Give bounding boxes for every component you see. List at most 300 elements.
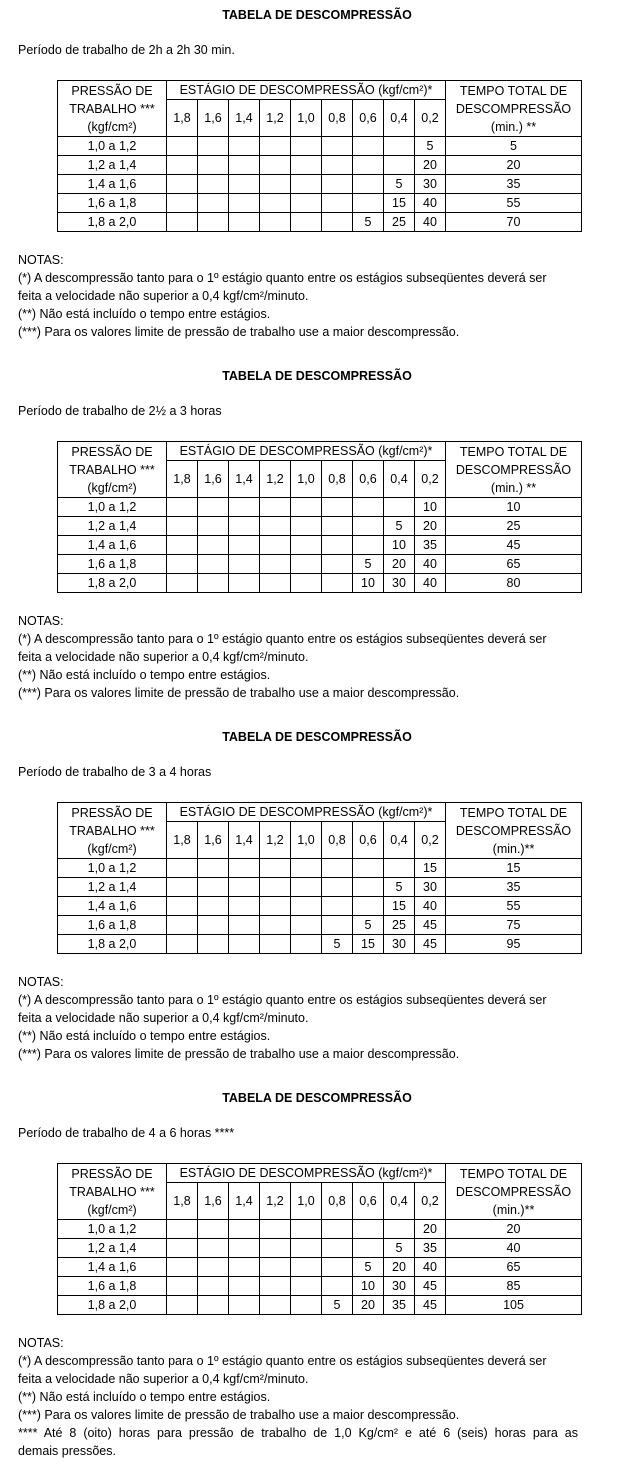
- stage-cell: [353, 156, 384, 175]
- total-header: [446, 81, 582, 137]
- stage-cell: [260, 574, 291, 593]
- stage-cell: [260, 194, 291, 213]
- stage-cell: [198, 935, 229, 954]
- stage-value-header: 1,6: [198, 461, 229, 498]
- stage-cell: [322, 194, 353, 213]
- stage-cell: [291, 137, 322, 156]
- stage-cell: [229, 859, 260, 878]
- table-title: TABELA DE DESCOMPRESSÃO: [222, 730, 412, 744]
- stage-value-header: 1,8: [167, 100, 198, 137]
- pressure-cell: 1,8 a 2,0: [58, 213, 167, 232]
- stage-cell: [260, 878, 291, 897]
- stage-cell: [291, 156, 322, 175]
- stage-value-header: 1,8: [167, 822, 198, 859]
- stage-value-header: 0,4: [384, 822, 415, 859]
- note-1: (*) A descompressão tanto para o 1º estágio quanto entre os estágios subseqüentes deverá ser: [18, 993, 547, 1007]
- stage-cell: [167, 1277, 198, 1296]
- stage-cell: [229, 536, 260, 555]
- pressure-header-line: TRABALHO ***: [69, 823, 155, 838]
- stage-cell: 30: [384, 574, 415, 593]
- total-cell: 35: [446, 175, 582, 194]
- stage-cell: [167, 137, 198, 156]
- stage-cell: 30: [415, 878, 446, 897]
- table-row: [58, 498, 582, 517]
- note-3: (***) Para os valores limite de pressão de trabalho use a maior descompressão.: [18, 686, 460, 700]
- stage-cell: 20: [415, 156, 446, 175]
- stage-cell: [322, 1258, 353, 1277]
- stage-cell: [198, 555, 229, 574]
- stage-cell: [322, 175, 353, 194]
- stage-cell: 30: [384, 935, 415, 954]
- pressure-header-line: (kgf/cm²): [87, 480, 137, 495]
- stage-cell: [353, 498, 384, 517]
- header-row: [58, 803, 582, 822]
- stage-cell: [229, 156, 260, 175]
- note-1-cont: feita a velocidade não superior a 0,4 kgf/cm²/minuto.: [18, 1011, 309, 1025]
- total-header-line: DESCOMPRESSÃO: [455, 101, 572, 116]
- table-row: [58, 935, 582, 954]
- stage-cell: [167, 194, 198, 213]
- pressure-header: [58, 1164, 167, 1220]
- stage-value-header: 1,2: [260, 822, 291, 859]
- stage-value-header: 1,2: [260, 1183, 291, 1220]
- stage-cell: [291, 1296, 322, 1315]
- stage-cell: [229, 1239, 260, 1258]
- total-cell: 105: [446, 1296, 582, 1315]
- pressure-cell: 1,6 a 1,8: [58, 194, 167, 213]
- stage-cell: [322, 859, 353, 878]
- stage-cell: [322, 536, 353, 555]
- total-header-line: (min.)**: [492, 1202, 535, 1217]
- work-period: Período de trabalho de 2½ a 3 horas: [18, 404, 222, 418]
- total-cell: 95: [446, 935, 582, 954]
- stage-cell: [322, 517, 353, 536]
- stage-cell: [198, 137, 229, 156]
- stage-cell: [260, 1258, 291, 1277]
- note-3: (***) Para os valores limite de pressão de trabalho use a maior descompressão.: [18, 325, 460, 339]
- table-row: [58, 156, 582, 175]
- stage-cell: [198, 1296, 229, 1315]
- stage-value-header: 1,6: [198, 100, 229, 137]
- table-row: [58, 878, 582, 897]
- stage-cell: 45: [415, 1277, 446, 1296]
- stage-cell: [229, 878, 260, 897]
- stage-cell: 15: [415, 859, 446, 878]
- stage-value-header: 1,4: [229, 100, 260, 137]
- stage-cell: 40: [415, 555, 446, 574]
- total-cell: 5: [446, 137, 582, 156]
- note-1: (*) A descompressão tanto para o 1º estágio quanto entre os estágios subseqüentes deverá ser: [18, 1354, 547, 1368]
- stage-cell: 5: [384, 1239, 415, 1258]
- table-row: [58, 1239, 582, 1258]
- stage-value-header: 0,2: [415, 461, 446, 498]
- total-header-line: TEMPO TOTAL DE: [459, 83, 568, 98]
- header-row: [58, 81, 582, 100]
- total-cell: 15: [446, 859, 582, 878]
- stage-cell: 40: [415, 213, 446, 232]
- stage-value-header: 0,8: [322, 100, 353, 137]
- stage-cell: [322, 916, 353, 935]
- decompression-section: [0, 722, 634, 1082]
- stage-cell: [260, 175, 291, 194]
- work-period: Período de trabalho de 2h a 2h 30 min.: [18, 43, 235, 57]
- total-header-line: DESCOMPRESSÃO: [455, 823, 572, 838]
- stage-cell: [353, 194, 384, 213]
- pressure-header: [58, 803, 167, 859]
- stage-cell: [167, 1258, 198, 1277]
- decompression-table: [57, 441, 582, 593]
- pressure-cell: 1,6 a 1,8: [58, 555, 167, 574]
- stage-cell: 10: [384, 536, 415, 555]
- stage-cell: 45: [415, 935, 446, 954]
- stage-value-header: 1,6: [198, 1183, 229, 1220]
- stage-cell: 5: [353, 555, 384, 574]
- stage-cell: 15: [384, 897, 415, 916]
- stage-cell: [353, 1239, 384, 1258]
- stage-value-header: 1,0: [291, 822, 322, 859]
- note-1: (*) A descompressão tanto para o 1º estágio quanto entre os estágios subseqüentes deverá ser: [18, 271, 547, 285]
- pressure-header-line: (kgf/cm²): [87, 1202, 137, 1217]
- stage-cell: 5: [384, 175, 415, 194]
- table-row: [58, 1296, 582, 1315]
- stage-value-header: 0,2: [415, 822, 446, 859]
- pressure-header: [58, 81, 167, 137]
- stage-value-header: 1,0: [291, 100, 322, 137]
- stage-cell: 20: [384, 555, 415, 574]
- pressure-header-line: PRESSÃO DE: [71, 83, 153, 98]
- stage-cell: [260, 1220, 291, 1239]
- stage-cell: 45: [415, 916, 446, 935]
- stage-cell: 40: [415, 897, 446, 916]
- stage-cell: [229, 498, 260, 517]
- stage-cell: [198, 536, 229, 555]
- stage-cell: [291, 1239, 322, 1258]
- stage-value-header: 0,6: [353, 822, 384, 859]
- table-title: TABELA DE DESCOMPRESSÃO: [222, 8, 412, 22]
- pressure-cell: 1,0 a 1,2: [58, 859, 167, 878]
- note-2: (**) Não está incluído o tempo entre estágios.: [18, 307, 271, 321]
- stage-cell: 40: [415, 194, 446, 213]
- decompression-table: [57, 1163, 582, 1315]
- stage-cell: [260, 859, 291, 878]
- total-cell: 80: [446, 574, 582, 593]
- notes: [18, 251, 618, 341]
- stage-cell: [322, 213, 353, 232]
- stage-cell: [198, 1277, 229, 1296]
- stage-cell: [353, 1220, 384, 1239]
- note-1-cont: feita a velocidade não superior a 0,4 kgf/cm²/minuto.: [18, 289, 309, 303]
- stage-value-header: 0,8: [322, 822, 353, 859]
- work-period: Período de trabalho de 3 a 4 horas: [18, 765, 212, 779]
- stage-cell: [291, 935, 322, 954]
- total-header: [446, 442, 582, 498]
- stage-cell: 15: [384, 194, 415, 213]
- stage-cell: 40: [415, 1258, 446, 1277]
- stage-cell: [260, 137, 291, 156]
- stage-cell: [260, 213, 291, 232]
- total-cell: 10: [446, 498, 582, 517]
- stage-header: ESTÁGIO DE DESCOMPRESSÃO (kgf/cm²)*: [167, 803, 446, 822]
- pressure-header-line: TRABALHO ***: [69, 462, 155, 477]
- stage-cell: [260, 156, 291, 175]
- table-row: [58, 859, 582, 878]
- pressure-cell: 1,4 a 1,6: [58, 175, 167, 194]
- table-row: [58, 916, 582, 935]
- stage-cell: [322, 1239, 353, 1258]
- total-header-line: (min.)**: [492, 841, 535, 856]
- stage-cell: [291, 555, 322, 574]
- stage-value-header: 1,0: [291, 1183, 322, 1220]
- stage-cell: 25: [384, 213, 415, 232]
- stage-value-header: 0,8: [322, 461, 353, 498]
- stage-cell: [198, 517, 229, 536]
- stage-cell: [229, 555, 260, 574]
- stage-cell: [229, 897, 260, 916]
- stage-cell: [229, 574, 260, 593]
- stage-header: ESTÁGIO DE DESCOMPRESSÃO (kgf/cm²)*: [167, 1164, 446, 1183]
- stage-cell: [291, 1258, 322, 1277]
- stage-cell: [322, 1277, 353, 1296]
- note-1-cont: feita a velocidade não superior a 0,4 kgf/cm²/minuto.: [18, 650, 309, 664]
- stage-value-header: 1,0: [291, 461, 322, 498]
- stage-cell: [260, 897, 291, 916]
- total-cell: 85: [446, 1277, 582, 1296]
- stage-cell: [322, 498, 353, 517]
- stage-cell: [322, 897, 353, 916]
- stage-cell: 25: [384, 916, 415, 935]
- stage-cell: [167, 1239, 198, 1258]
- stage-cell: [322, 555, 353, 574]
- stage-cell: 30: [384, 1277, 415, 1296]
- stage-value-header: 0,8: [322, 1183, 353, 1220]
- stage-cell: [291, 194, 322, 213]
- total-cell: 20: [446, 1220, 582, 1239]
- table-row: [58, 213, 582, 232]
- stage-value-header: 1,4: [229, 461, 260, 498]
- stage-cell: [167, 156, 198, 175]
- pressure-header-line: (kgf/cm²): [87, 119, 137, 134]
- notes: [18, 973, 618, 1063]
- note-3: (***) Para os valores limite de pressão de trabalho use a maior descompressão.: [18, 1047, 460, 1061]
- stage-cell: [167, 897, 198, 916]
- stage-cell: 5: [353, 916, 384, 935]
- stage-cell: [229, 1258, 260, 1277]
- stage-cell: [291, 859, 322, 878]
- stage-cell: [291, 1220, 322, 1239]
- stage-cell: [384, 1220, 415, 1239]
- stage-cell: [167, 916, 198, 935]
- stage-value-header: 1,4: [229, 1183, 260, 1220]
- stage-cell: 5: [353, 213, 384, 232]
- table-row: [58, 1277, 582, 1296]
- stage-cell: [167, 498, 198, 517]
- header-row: [58, 442, 582, 461]
- stage-cell: [291, 536, 322, 555]
- total-cell: 40: [446, 1239, 582, 1258]
- stage-value-header: 1,8: [167, 461, 198, 498]
- stage-value-header: 0,4: [384, 461, 415, 498]
- total-header: [446, 1164, 582, 1220]
- stage-cell: 5: [384, 878, 415, 897]
- total-cell: 70: [446, 213, 582, 232]
- stage-cell: [167, 878, 198, 897]
- stage-cell: 10: [353, 1277, 384, 1296]
- pressure-cell: 1,2 a 1,4: [58, 878, 167, 897]
- stage-cell: [353, 878, 384, 897]
- total-cell: 35: [446, 878, 582, 897]
- pressure-header-line: PRESSÃO DE: [71, 1166, 153, 1181]
- stage-cell: [260, 536, 291, 555]
- total-cell: 55: [446, 897, 582, 916]
- pressure-cell: 1,2 a 1,4: [58, 156, 167, 175]
- total-header-line: (min.) **: [490, 480, 537, 495]
- stage-cell: 30: [415, 175, 446, 194]
- stage-cell: [384, 156, 415, 175]
- stage-cell: [353, 897, 384, 916]
- total-cell: 25: [446, 517, 582, 536]
- pressure-cell: 1,8 a 2,0: [58, 574, 167, 593]
- stage-value-header: 1,2: [260, 461, 291, 498]
- stage-cell: [322, 1220, 353, 1239]
- stage-cell: 40: [415, 574, 446, 593]
- table-row: [58, 574, 582, 593]
- stage-cell: [260, 517, 291, 536]
- stage-cell: [291, 916, 322, 935]
- stage-cell: [322, 137, 353, 156]
- pressure-header-line: TRABALHO ***: [69, 101, 155, 116]
- stage-cell: [167, 935, 198, 954]
- stage-value-header: 1,8: [167, 1183, 198, 1220]
- stage-cell: 20: [415, 1220, 446, 1239]
- stage-value-header: 1,6: [198, 822, 229, 859]
- stage-cell: [167, 859, 198, 878]
- note-3: (***) Para os valores limite de pressão de trabalho use a maior descompressão.: [18, 1408, 460, 1422]
- stage-cell: [260, 498, 291, 517]
- stage-cell: [291, 878, 322, 897]
- stage-cell: [260, 935, 291, 954]
- stage-cell: [198, 1220, 229, 1239]
- stage-cell: [229, 1296, 260, 1315]
- stage-cell: [322, 156, 353, 175]
- stage-cell: [353, 536, 384, 555]
- table-row: [58, 137, 582, 156]
- stage-cell: [198, 1258, 229, 1277]
- decompression-section: [0, 1083, 634, 1458]
- stage-cell: 5: [384, 517, 415, 536]
- note-4-cont: demais pressões.: [18, 1444, 116, 1458]
- total-cell: 45: [446, 536, 582, 555]
- stage-cell: [384, 859, 415, 878]
- pressure-cell: 1,2 a 1,4: [58, 517, 167, 536]
- stage-cell: 15: [353, 935, 384, 954]
- notes-label: NOTAS:: [18, 614, 64, 628]
- stage-value-header: 0,6: [353, 461, 384, 498]
- stage-cell: [291, 498, 322, 517]
- stage-value-header: 0,4: [384, 1183, 415, 1220]
- stage-cell: [229, 194, 260, 213]
- stage-cell: 5: [353, 1258, 384, 1277]
- stage-cell: [291, 897, 322, 916]
- total-cell: 20: [446, 156, 582, 175]
- stage-cell: [291, 175, 322, 194]
- stage-cell: [198, 574, 229, 593]
- table-title: TABELA DE DESCOMPRESSÃO: [222, 1091, 412, 1105]
- stage-cell: [384, 498, 415, 517]
- stage-cell: [198, 194, 229, 213]
- pressure-cell: 1,4 a 1,6: [58, 897, 167, 916]
- stage-cell: [198, 213, 229, 232]
- stage-cell: [291, 517, 322, 536]
- notes-label: NOTAS:: [18, 975, 64, 989]
- stage-cell: [198, 175, 229, 194]
- stage-cell: 20: [384, 1258, 415, 1277]
- stage-cell: [229, 916, 260, 935]
- stage-cell: [198, 498, 229, 517]
- stage-cell: [167, 1220, 198, 1239]
- table-row: [58, 175, 582, 194]
- stage-cell: 20: [415, 517, 446, 536]
- stage-cell: 35: [415, 1239, 446, 1258]
- stage-cell: [167, 175, 198, 194]
- stage-cell: [229, 1277, 260, 1296]
- note-1: (*) A descompressão tanto para o 1º estágio quanto entre os estágios subseqüentes deverá ser: [18, 632, 547, 646]
- total-header-line: TEMPO TOTAL DE: [459, 805, 568, 820]
- note-1-cont: feita a velocidade não superior a 0,4 kgf/cm²/minuto.: [18, 1372, 309, 1386]
- stage-cell: [353, 859, 384, 878]
- decompression-section: [0, 361, 634, 721]
- notes-label: NOTAS:: [18, 1336, 64, 1350]
- total-cell: 75: [446, 916, 582, 935]
- stage-cell: [198, 878, 229, 897]
- stage-value-header: 0,4: [384, 100, 415, 137]
- pressure-header-line: (kgf/cm²): [87, 841, 137, 856]
- header-row: [58, 1164, 582, 1183]
- stage-cell: 5: [322, 935, 353, 954]
- stage-cell: [229, 137, 260, 156]
- stage-cell: 10: [353, 574, 384, 593]
- pressure-header-line: TRABALHO ***: [69, 1184, 155, 1199]
- note-2: (**) Não está incluído o tempo entre estágios.: [18, 1390, 271, 1404]
- stage-cell: [229, 517, 260, 536]
- pressure-cell: 1,6 a 1,8: [58, 1277, 167, 1296]
- notes-label: NOTAS:: [18, 253, 64, 267]
- stage-cell: [198, 897, 229, 916]
- pressure-cell: 1,0 a 1,2: [58, 498, 167, 517]
- pressure-cell: 1,0 a 1,2: [58, 1220, 167, 1239]
- stage-cell: [167, 536, 198, 555]
- stage-cell: [198, 916, 229, 935]
- stage-cell: [353, 137, 384, 156]
- decompression-section: [0, 0, 634, 360]
- total-cell: 55: [446, 194, 582, 213]
- table-title: TABELA DE DESCOMPRESSÃO: [222, 369, 412, 383]
- stage-cell: [353, 175, 384, 194]
- decompression-table: [57, 80, 582, 232]
- table-row: [58, 555, 582, 574]
- decompression-table: [57, 802, 582, 954]
- stage-value-header: 1,2: [260, 100, 291, 137]
- stage-cell: [322, 878, 353, 897]
- pressure-cell: 1,8 a 2,0: [58, 1296, 167, 1315]
- stage-cell: 5: [415, 137, 446, 156]
- stage-cell: 5: [322, 1296, 353, 1315]
- table-row: [58, 536, 582, 555]
- pressure-header: [58, 442, 167, 498]
- stage-cell: [291, 574, 322, 593]
- stage-cell: [353, 517, 384, 536]
- pressure-cell: 1,0 a 1,2: [58, 137, 167, 156]
- stage-cell: [322, 574, 353, 593]
